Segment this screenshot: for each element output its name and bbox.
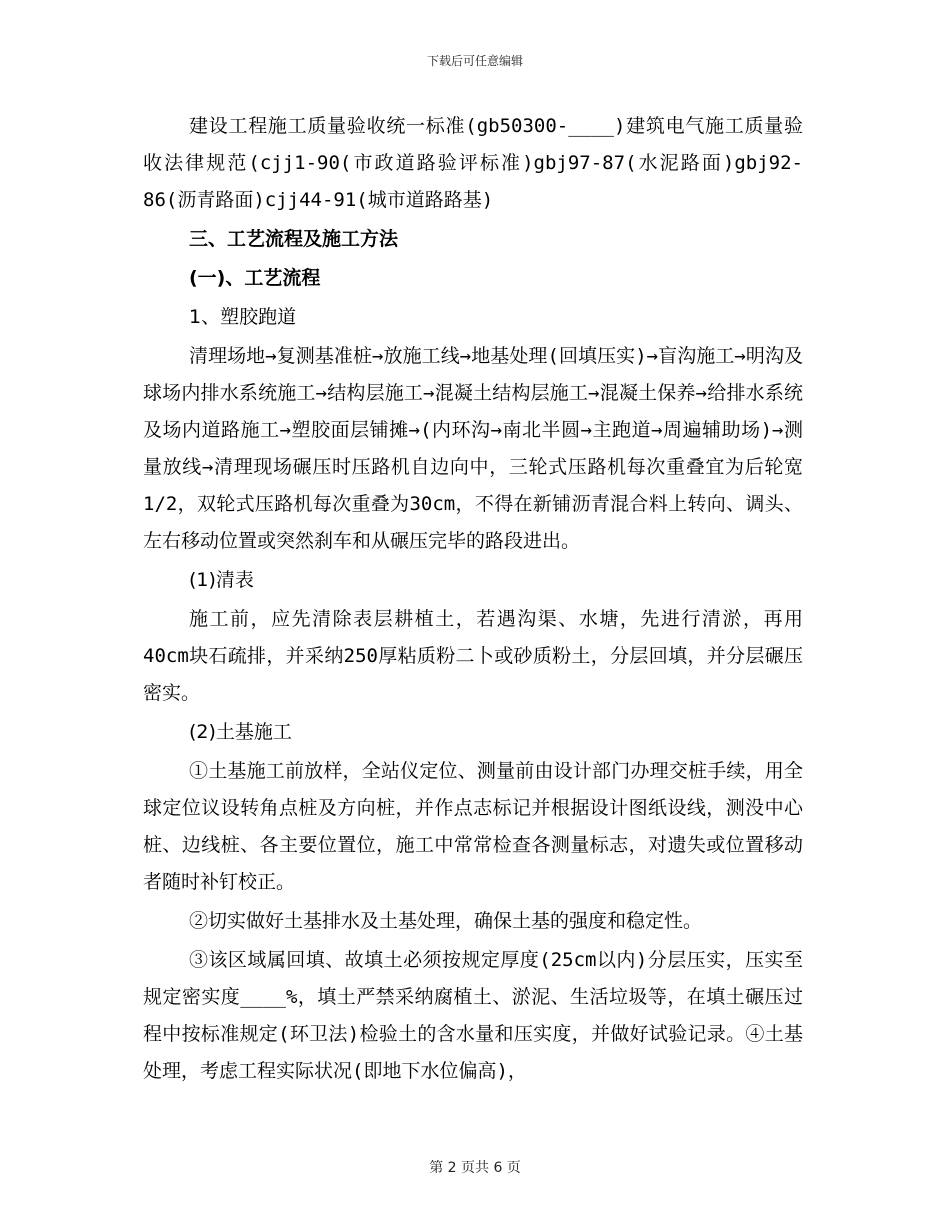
document-body (143, 108, 803, 1092)
subsection-heading: (一)、工艺流程 (189, 267, 321, 289)
section-heading: 三、工艺流程及施工方法 (189, 228, 399, 250)
paragraph-standards: 建设工程施工质量验收统一标准(gb50300-____)建筑电气施工质量验收法律规范(cjj1-90(市政道路验评标准)gbj97-87(水泥路面)gbj92-86(沥青路面)cjj44-91(城市道路路基) (143, 115, 803, 211)
paragraph-subgrade-3: ③该区域属回填、故填土必须按规定厚度(25cm以内)分层压实，压实至规定密实度____%，填土严禁采纳腐植土、淤泥、生活垃圾等，在填土碾压过程中按标准规定(环卫法)检验土的含水量和压实度，并做好试验记录。④土基处理，考虑工程实际状况(即地下水位偏高)， (143, 949, 803, 1082)
page-footer: 第 2 页共 6 页 (429, 1160, 521, 1176)
item-heading-subgrade: (2)土基施工 (189, 721, 292, 743)
item-heading-track: 1、塑胶跑道 (189, 306, 297, 328)
paragraph-subgrade-2: ②切实做好土基排水及土基处理，确保土基的强度和稳定性。 (189, 910, 703, 932)
page-header: 下载后可任意编辑 (426, 54, 523, 68)
paragraph-clearing: 施工前，应先清除表层耕植土，若遇沟渠、水塘，先进行清淤，再用40cm块石疏排，并采纳250厚粘质粉二卜或砂质粉土，分层回填，并分层碾压密实。 (143, 608, 803, 704)
paragraph-process-flow: 清理场地→复测基准桩→放施工线→地基处理(回填压实)→盲沟施工→明沟及球场内排水系统施工→结构层施工→混凝土结构层施工→混凝土保养→给排水系统及场内道路施工→塑胶面层铺摊→(内环沟→南北半圆→主跑道→周遍辅助场)→测量放线→清理现场碾压时压路机自边向中，三轮式压路机每次重叠宜为后轮宽1/2，双轮式压路机每次重叠为30cm，不得在新铺沥青混合料上转向、调头、左右移动位置或突然刹车和从碾压完毕的路段进出。 (143, 345, 803, 552)
item-heading-clearing: (1)清表 (189, 569, 254, 591)
paragraph-subgrade-1: ①土基施工前放样，全站仪定位、测量前由设计部门办理交桩手续，用全球定位议设转角点桩及方向桩，并作点志标记并根据设计图纸设线，测没中心桩、边线桩、各主要位置位，施工中常常检查各测量标志，对遗失或位置移动者随时补钉校正。 (143, 760, 803, 893)
